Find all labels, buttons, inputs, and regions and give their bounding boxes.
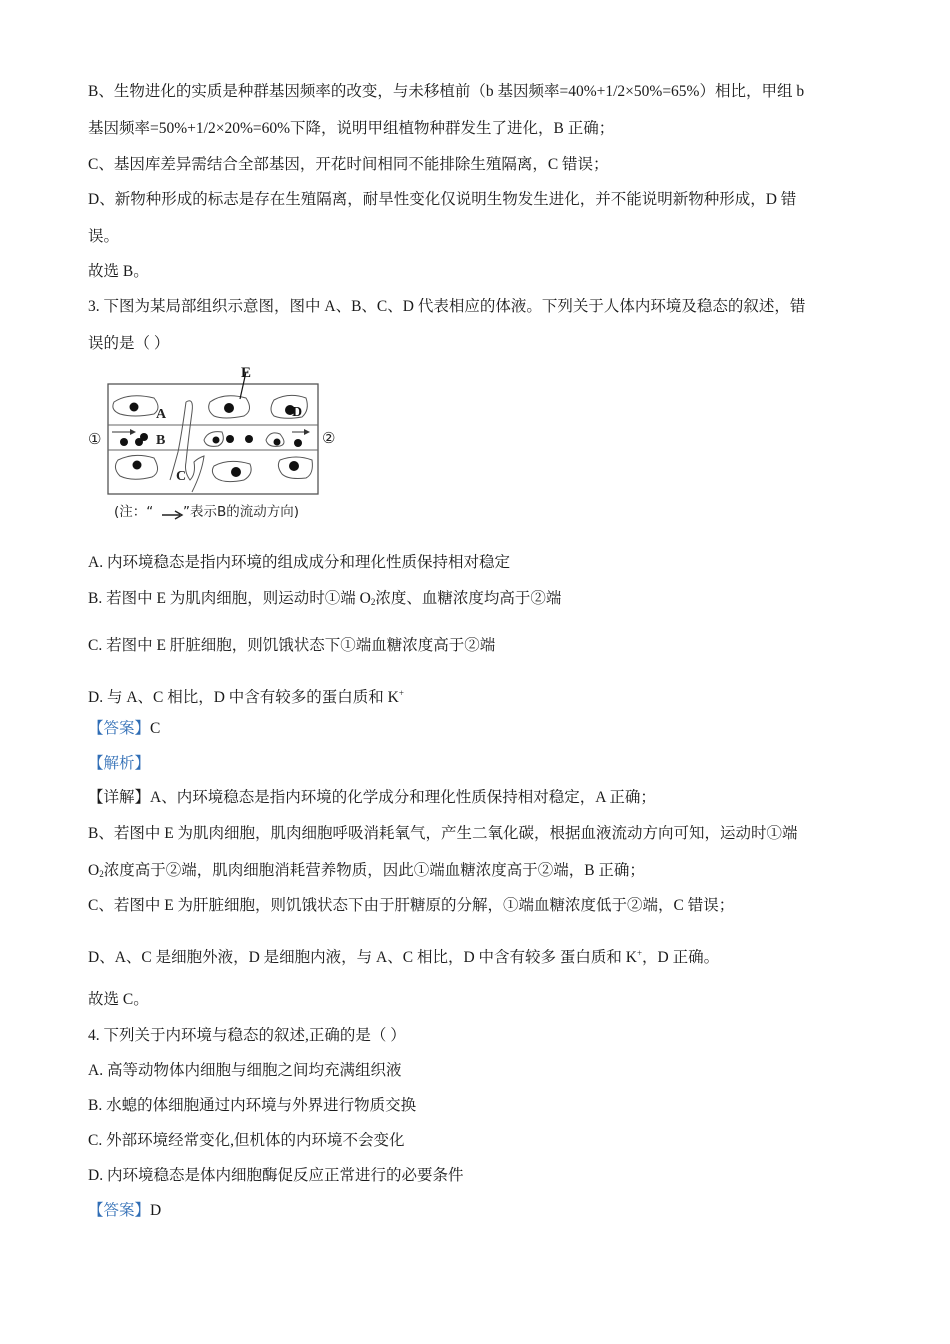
explanation-b-line1: B、生物进化的实质是种群基因频率的改变，与未移植前（b 基因频率=40%+1/2×50%=65%）相比，甲组 b <box>88 83 805 100</box>
svg-text:E: E <box>241 365 252 381</box>
answer-label: 【答案】 <box>88 1202 151 1219</box>
q3-conclusion: 故选 C。 <box>88 991 149 1008</box>
explanation-c-line: C、基因库差异需结合全部基因，开花时间相同不能排除生殖隔离，C 错误； <box>88 156 609 173</box>
q3-option-a: A. 内环境稳态是指内环境的组成成分和理化性质保持相对稳定 <box>88 554 510 571</box>
explanation-b-line2: 基因频率=50%+1/2×20%=60%下降，说明甲组植物种群发生了进化，B 正确； <box>88 120 615 137</box>
answer-label: 【答案】 <box>88 720 151 737</box>
q3-detail-c: C、若图中 E 为肝脏细胞，则饥饿状态下由于肝糖原的分解，①端血糖浓度低于②端，C 错误； <box>88 897 735 914</box>
svg-text:②: ② <box>322 431 336 447</box>
answer-value: D <box>150 1202 162 1219</box>
explanation-d-line2: 误。 <box>88 228 120 245</box>
q3-stem-line2: 误的是（ ） <box>88 335 170 352</box>
q3-answer <box>88 719 160 739</box>
svg-text:”表示B的流动方向): ”表示B的流动方向) <box>183 504 300 520</box>
tissue-diagram <box>84 362 346 527</box>
q3-option-d: D. 与 A、C 相比，D 中含有较多的蛋白质和 K+ <box>88 688 404 706</box>
q4-option-b: B. 水螅的体细胞通过内环境与外界进行物质交换 <box>88 1097 417 1114</box>
q4-answer <box>88 1201 161 1221</box>
q4-option-c: C. 外部环境经常变化,但机体的内环境不会变化 <box>88 1132 405 1149</box>
svg-text:B: B <box>156 433 166 448</box>
svg-text:A: A <box>156 407 167 422</box>
conclusion-prev: 故选 B。 <box>88 263 149 280</box>
q3-detail-d: D、A、C 是细胞外液，D 是细胞内液，与 A、C 相比，D 中含有较多 蛋白质和 K+，D 正确。 <box>88 948 720 966</box>
q3-analysis-label: 【解析】 <box>88 755 151 772</box>
q3-option-b: B. 若图中 E 为肌肉细胞，则运动时①端 $O_2$浓度、血糖浓度均高于②端 <box>88 590 562 607</box>
q3-detail-a: 【详解】A、内环境稳态是指内环境的化学成分和理化性质保持相对稳定，A 正确； <box>88 789 656 806</box>
q4-stem: 4. 下列关于内环境与稳态的叙述,正确的是（ ） <box>88 1027 406 1044</box>
svg-text:①: ① <box>88 432 102 448</box>
q3-detail-b2: $O_2$浓度高于②端，肌肉细胞消耗营养物质，因此①端血糖浓度高于②端，B 正确； <box>88 862 645 879</box>
q4-option-d: D. 内环境稳态是体内细胞酶促反应正常进行的必要条件 <box>88 1167 464 1184</box>
svg-text:C: C <box>176 469 187 484</box>
q3-detail-b1: B、若图中 E 为肌肉细胞，肌肉细胞呼吸消耗氧气，产生二氧化碳，根据血液流动方向可知，运动时①端 <box>88 825 798 842</box>
svg-text:D: D <box>292 405 303 420</box>
q3-stem-line1: 3. 下图为某局部组织示意图，图中 A、B、C、D 代表相应的体液。下列关于人体内环境及稳态的叙述，错 <box>88 298 806 315</box>
q3-option-c: C. 若图中 E 肝脏细胞，则饥饿状态下①端血糖浓度高于②端 <box>88 637 496 654</box>
explanation-d-line1: D、新物种形成的标志是存在生殖隔离，耐旱性变化仅说明生物发生进化，并不能说明新物种形成，D 错 <box>88 191 797 208</box>
answer-value: C <box>150 720 161 737</box>
q4-option-a: A. 高等动物体内细胞与细胞之间均充满组织液 <box>88 1062 402 1079</box>
svg-text:(注：“: (注：“ <box>114 504 154 520</box>
